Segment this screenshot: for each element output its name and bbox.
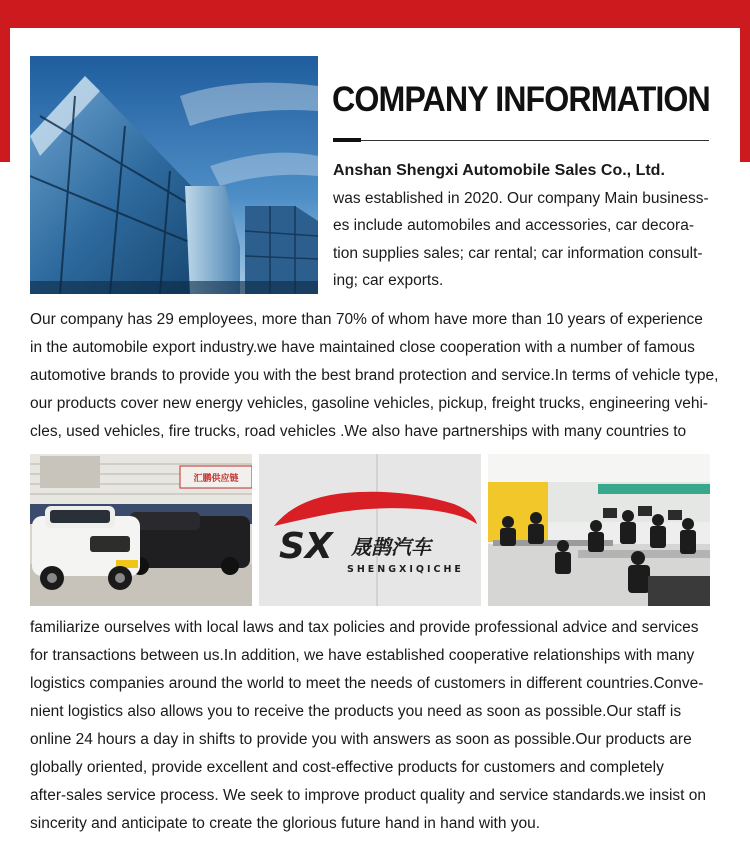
logo-chinese: 晟鹊汽车 [351, 535, 431, 559]
page-title: COMPANY INFORMATION [332, 80, 710, 119]
logo-wall-photo [259, 454, 481, 606]
paragraph-line: logistics companies around the world to meet the needs of customers in different countries.Conve- [30, 675, 704, 692]
paragraph-line: cles, used vehicles, fire trucks, road vehicles .We also have partnerships with many countries to [30, 423, 687, 440]
paragraph-line: after-sales service process. We seek to improve product quality and service standards.we insist on [30, 787, 706, 804]
paragraph-services [30, 614, 725, 838]
paragraph-line: in the automobile export industry.we have maintained close cooperation with a number of famous [30, 339, 695, 356]
logo-pinyin: SHENGXIQICHE [347, 564, 464, 575]
paragraph-line: Our company has 29 employees, more than 70% of whom have more than 10 years of experience [30, 311, 703, 328]
intro-line: es include automobiles and accessories, car decora- [333, 217, 694, 235]
right-red-border [740, 28, 750, 162]
company-name: Anshan Shengxi Automobile Sales Co., Ltd. [333, 162, 665, 179]
title-accent-bar [333, 138, 361, 142]
showroom-photo [30, 454, 252, 606]
showroom-sign: 汇鹏供应链 [193, 474, 239, 484]
paragraph-line: automotive brands to provide you with the best brand protection and service.In terms of vehicle type, [30, 367, 719, 384]
intro-line: tion supplies sales; car rental; car information consult- [333, 244, 703, 262]
intro-text [333, 157, 718, 295]
office-photo [488, 454, 710, 606]
paragraph-line: nient logistics also allows you to receive the products you need as soon as possible.Our staff is [30, 703, 682, 720]
paragraph-line: globally oriented, provide excellent and cost-effective products for customers and completely [30, 759, 664, 776]
top-red-band [0, 0, 750, 28]
paragraph-line: sincerity and anticipate to create the glorious future hand in hand with you. [30, 815, 541, 832]
intro-line: ing; car exports. [333, 272, 444, 290]
paragraph-line: familiarize ourselves with local laws and tax policies and provide professional advice and services [30, 619, 699, 636]
left-red-border [0, 28, 10, 162]
paragraph-line: our products cover new energy vehicles, gasoline vehicles, pickup, freight trucks, engineering vehi- [30, 395, 709, 412]
paragraph-employees [30, 306, 725, 446]
building-photo [30, 56, 318, 294]
paragraph-line: online 24 hours a day in shifts to provide you with answers as soon as possible.Our products are [30, 731, 692, 748]
intro-line: was established in 2020. Our company Main business- [333, 189, 709, 207]
paragraph-line: for transactions between us.In addition, we have established cooperative relationships with many [30, 647, 695, 664]
logo-mark: SX [279, 526, 333, 567]
title-divider [333, 140, 709, 141]
